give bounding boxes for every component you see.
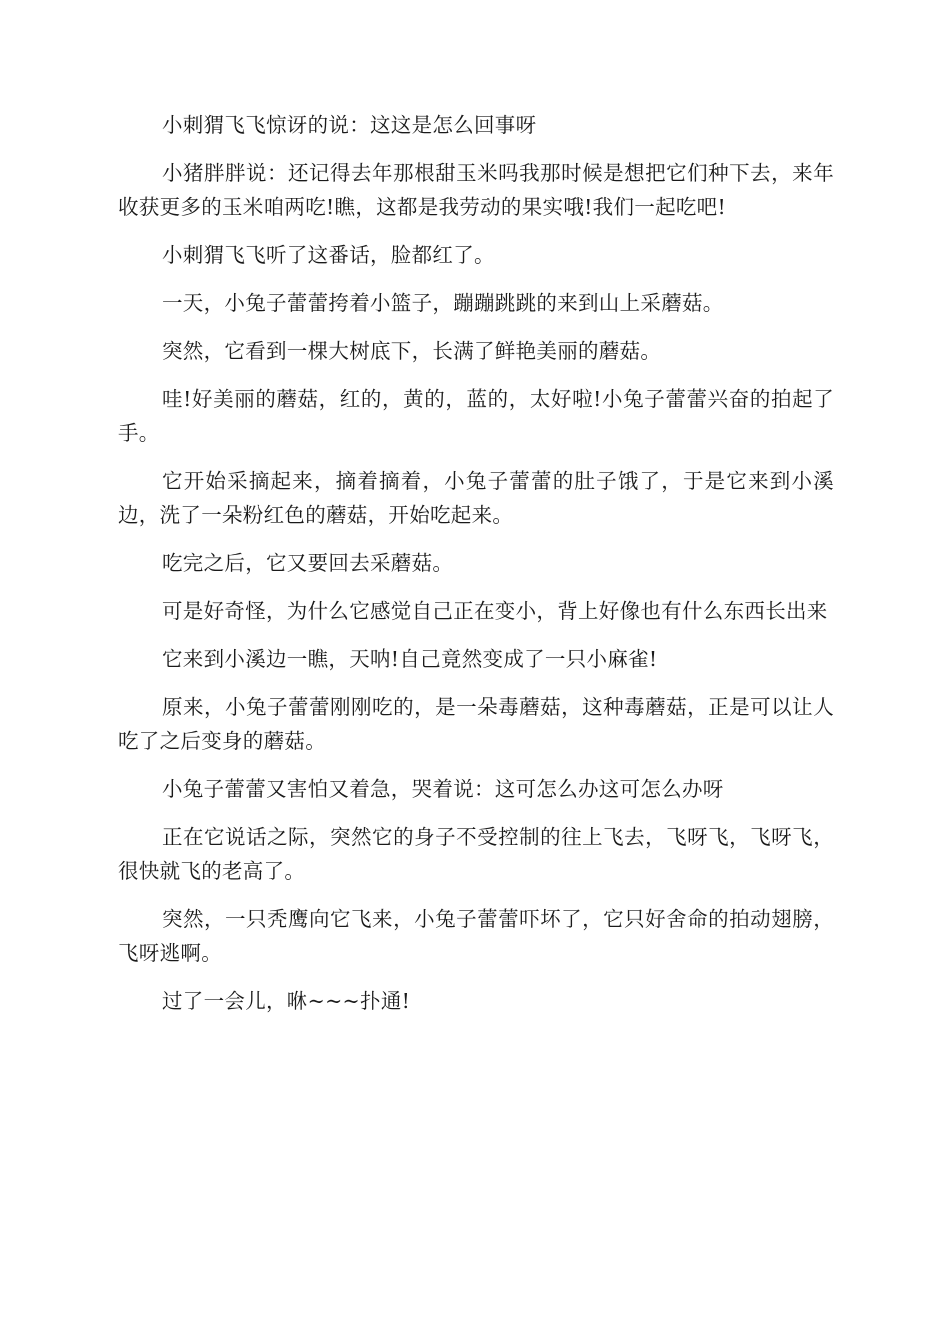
paragraph: 突然，它看到一棵大树底下，长满了鲜艳美丽的蘑菇。 [162,339,662,363]
paragraph: 它来到小溪边一瞧，天呐!自己竟然变成了一只小麻雀! [162,647,658,671]
paragraph: 过了一会儿，咻~~~扑通! [162,989,411,1013]
paragraph: 小刺猬飞飞惊讶的说：这这是怎么回事呀 [162,113,537,137]
paragraph: 原来，小兔子蕾蕾刚刚吃的，是一朵毒蘑菇，这种毒蘑菇，正是可以让人吃了之后变身的蘑菇。 [118,695,834,753]
paragraph: 哇!好美丽的蘑菇，红的，黄的，蓝的，太好啦!小兔子蕾蕾兴奋的拍起了手。 [118,387,834,445]
paragraph: 小刺猬飞飞听了这番话，脸都红了。 [162,243,495,267]
paragraph: 正在它说话之际，突然它的身子不受控制的往上飞去，飞呀飞，飞呀飞，很快就飞的老高了。 [118,825,834,883]
paragraph: 小猪胖胖说：还记得去年那根甜玉米吗我那时候是想把它们种下去，来年收获更多的玉米咱两吃!瞧，这都是我劳动的果实哦!我们一起吃吧! [118,161,834,219]
paragraph: 吃完之后，它又要回去采蘑菇。 [162,551,454,575]
paragraph: 可是好奇怪，为什么它感觉自己正在变小，背上好像也有什么东西长出来 [162,599,828,623]
paragraph: 它开始采摘起来，摘着摘着，小兔子蕾蕾的肚子饿了，于是它来到小溪边，洗了一朵粉红色的蘑菇，开始吃起来。 [118,469,834,527]
paragraph: 小兔子蕾蕾又害怕又着急，哭着说：这可怎么办这可怎么办呀 [162,777,724,801]
document-page [118,108,834,1032]
paragraph: 突然，一只秃鹰向它飞来，小兔子蕾蕾吓坏了，它只好舍命的拍动翅膀，飞呀逃啊。 [118,907,834,965]
paragraph: 一天，小兔子蕾蕾挎着小篮子，蹦蹦跳跳的来到山上采蘑菇。 [162,291,724,315]
